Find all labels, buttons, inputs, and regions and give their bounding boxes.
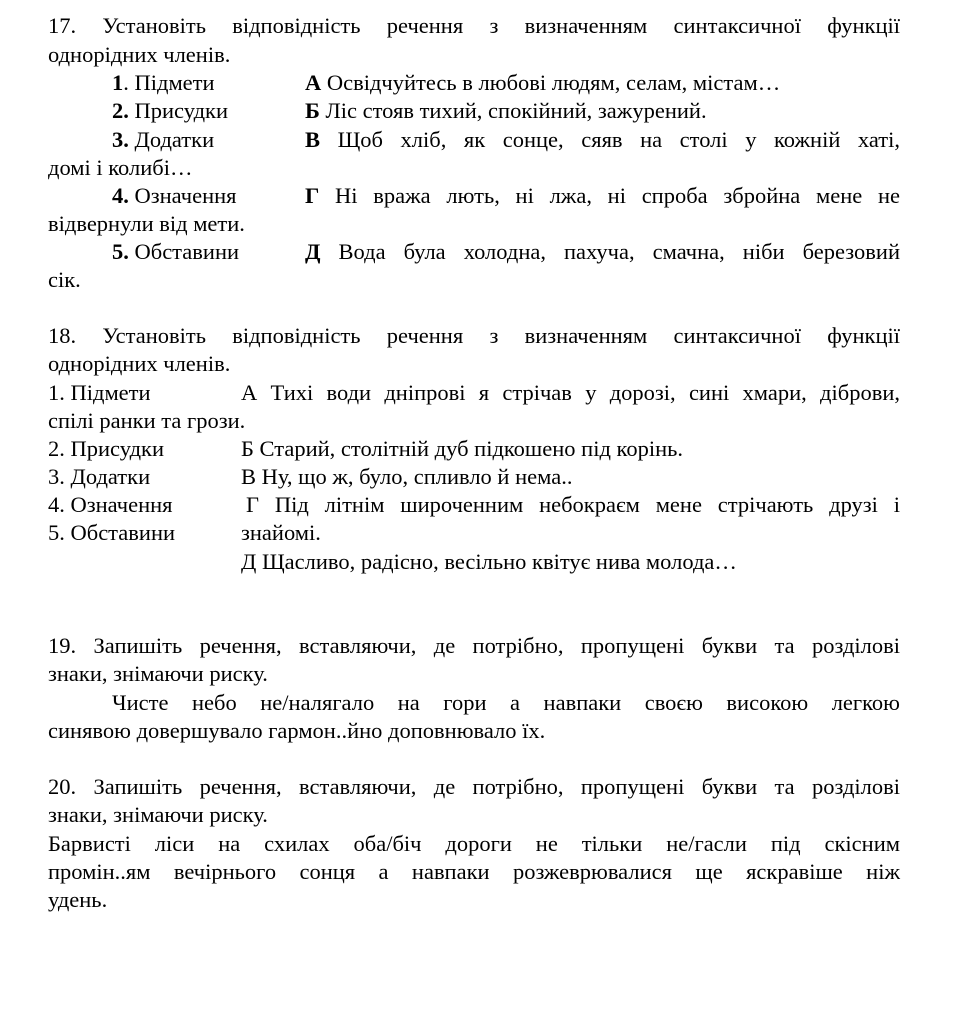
q17-label-4: 4. Означення — [112, 183, 237, 208]
q18-title-line1: 18. Установіть відповідність речення з визначенням синтаксичної функції — [48, 323, 900, 348]
q20-title-line2: знаки, знімаючи риску. — [48, 802, 268, 827]
q18-option-g: Г Під літнім широченним небокраєм мене стрічають друзі і — [246, 492, 900, 517]
q18-option-a: А Тихі води дніпрові я стрічав у дорозі, сині хмари, діброви, — [241, 380, 900, 405]
q18-option-v: В Ну, що ж, було, спливло й нема.. — [241, 464, 573, 489]
q18-option-g-cont: знайомі. — [241, 520, 321, 545]
q17-option-g-cont: відвернули від мети. — [48, 211, 245, 236]
q17-option-d: Д Вода була холодна, пахуча, смачна, ніби березовий — [305, 239, 900, 264]
q18-label-3: 3. Додатки — [48, 464, 151, 489]
q17-title-line2: однорідних членів. — [48, 42, 231, 67]
q19-title-line1: 19. Запишіть речення, вставляючи, де потрібно, пропущені букви та розділові — [48, 633, 900, 658]
q20-sentence-line2: промін..ям вечірнього сонця а навпаки розжеврювалися ще яскравіше ніж — [48, 859, 900, 884]
q18-label-4: 4. Означення — [48, 492, 173, 517]
q19-sentence-line1: Чисте небо не/налягало на гори а навпаки своєю високою легкою — [112, 690, 900, 715]
q17-option-v: В Щоб хліб, як сонце, сяяв на столі у кожній хаті, — [305, 127, 900, 152]
q18-option-d: Д Щасливо, радісно, весільно квітує нива молода… — [241, 549, 737, 574]
q17-label-5: 5. Обставини — [112, 239, 240, 264]
q18-option-a-cont: спілі ранки та грози. — [48, 408, 246, 433]
q18-label-1: 1. Підмети — [48, 380, 151, 405]
q18-title-line2: однорідних членів. — [48, 351, 231, 376]
q20-sentence-line3: удень. — [48, 887, 108, 912]
q17-option-b: Б Ліс стояв тихий, спокійний, зажурений. — [305, 98, 707, 123]
q17-option-g: Г Ні вража лють, ні лжа, ні спроба збройна мене не — [305, 183, 900, 208]
q18-label-5: 5. Обставини — [48, 520, 176, 545]
q17-label-3: 3. Додатки — [112, 127, 215, 152]
q18-option-b: Б Старий, столітній дуб підкошено під корінь. — [241, 436, 683, 461]
q19-sentence-line2: синявою довершувало гармон..йно доповнювало їх. — [48, 718, 546, 743]
q17-title-line1: 17. Установіть відповідність речення з визначенням синтаксичної функції — [48, 13, 900, 38]
q20-sentence-line1: Барвисті ліси на схилах оба/біч дороги не тільки не/гасли під скісним — [48, 831, 900, 856]
q17-option-v-cont: домі і колибі… — [48, 155, 193, 180]
q17-label-1: 1. Підмети — [112, 70, 215, 95]
q19-title-line2: знаки, знімаючи риску. — [48, 661, 268, 686]
q17-option-d-cont: сік. — [48, 267, 81, 292]
q17-label-2: 2. Присудки — [112, 98, 228, 123]
q20-title-line1: 20. Запишіть речення, вставляючи, де потрібно, пропущені букви та розділові — [48, 774, 900, 799]
q17-option-a: А Освідчуйтесь в любові людям, селам, містам… — [305, 70, 781, 95]
q18-label-2: 2. Присудки — [48, 436, 164, 461]
